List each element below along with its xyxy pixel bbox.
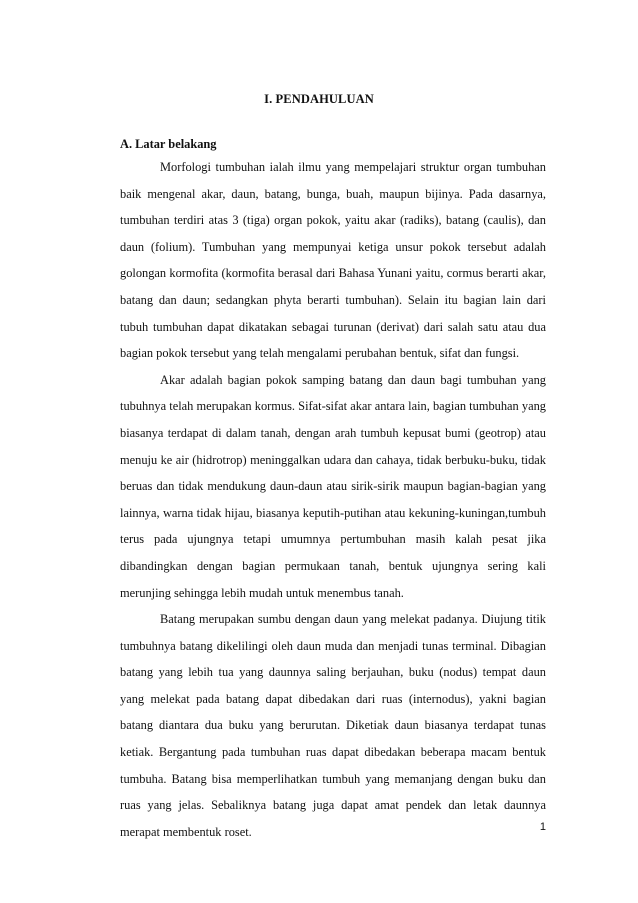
chapter-title: I. PENDAHULUAN <box>264 92 374 106</box>
paragraph-akar: Akar adalah bagian pokok samping batang dan daun bagi tumbuhan yang tubuhnya telah merupakan kormus. Sifat-sifat akar antara lain, bagian tumbuhan yang biasanya terdapat di dalam tanah, dengan arah tumbuh kepusat bumi (geotrop) atau menuju ke air (hidrotrop) meninggalkan udara dan cahaya, tidak berbuku-buku, tidak beruas dan tidak mendukung daun-daun atau sirik-sirik maupun bagian-bagian yang lainnya, warna tidak hijau, biasanya keputih-putihan atau kekuning-kuningan,tumbuh terus pada ujungnya tetapi umumnya pertumbuhan masih kalah pesat jika dibandingkan dengan bagian permukaan tanah, bentuk ujungnya sering kali merunjing sehingga lebih mudah untuk menembus tanah. <box>120 372 546 600</box>
paragraph-batang: Batang merupakan sumbu dengan daun yang melekat padanya. Diujung titik tumbuhnya batang dikelilingi oleh daun muda dan menjadi tunas terminal. Dibagian batang yang lebih tua yang daunnya saling berjauhan, buku (nodus) tempat daun yang melekat pada batang dapat dibedakan dari ruas (internodus), yakni bagian batang diantara dua buku yang berurutan. Diketiak daun biasanya terdapat tunas ketiak. Bergantung pada tumbuhan ruas dapat dibedakan beberapa macam bentuk tumbuha. Batang bisa memperlihatkan tumbuh yang memanjang dengan buku dan ruas yang jelas. Sebaliknya batang juga dapat amat pendek dan letak daunnya merapat membentuk roset. <box>120 612 546 839</box>
body-content <box>120 134 546 845</box>
paragraph-morfologi: Morfologi tumbuhan ialah ilmu yang mempelajari struktur organ tumbuhan baik mengenal akar, daun, batang, bunga, buah, maupun bijinya. Pada dasarnya, tumbuhan terdiri atas 3 (tiga) organ pokok, yaitu akar (radiks), batang (caulis), dan daun (folium). Tumbuhan yang mempunyai ketiga unsur pokok tersebut adalah golongan kormofita (kormofita berasal dari Bahasa Yunani yaitu, cormus berarti akar, batang dan daun; sedangkan phyta berarti tumbuhan). Selain itu bagian lain dari tubuh tumbuhan dapat dikatakan sebagai turunan (derivat) dari salah satu atau dua bagian pokok tersebut yang telah mengalami perubahan bentuk, sifat dan fungsi. <box>120 160 546 361</box>
section-heading: A. Latar belakang <box>120 137 217 151</box>
page-number: 1 <box>539 821 546 833</box>
